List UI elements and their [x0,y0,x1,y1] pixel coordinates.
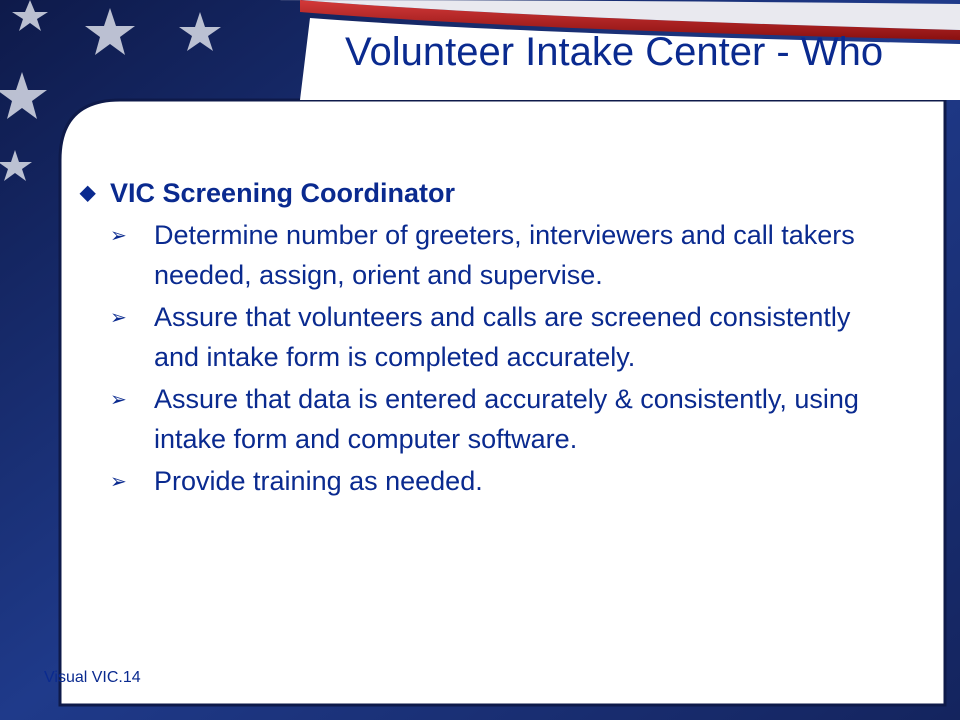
sub-bullet-text: Assure that data is entered accurately & consistently, using intake form and computer software. [154,384,859,454]
main-bullet-text: VIC Screening Coordinator [110,178,456,208]
sub-bullet-item [110,297,900,377]
arrow-bullet-icon: ➢ [110,307,127,329]
main-bullet-item [80,175,900,211]
arrow-bullet-icon: ➢ [110,389,127,411]
sub-bullet-item [110,461,900,501]
arrow-bullet-icon: ➢ [110,471,127,493]
sub-bullet-item [110,215,900,295]
diamond-bullet-icon: ◆ [80,182,96,204]
sub-bullet-list [110,215,900,501]
bullet-content [80,175,900,503]
sub-bullet-text: Assure that volunteers and calls are screened consistently and intake form is completed accurately. [154,302,851,372]
sub-bullet-item [110,379,900,459]
slide-footer: Visual VIC.14 [44,669,141,686]
slide-title: Volunteer Intake Center - Who [345,30,884,74]
arrow-bullet-icon: ➢ [110,225,127,247]
sub-bullet-text: Provide training as needed. [154,466,483,496]
sub-bullet-text: Determine number of greeters, interviewers and call takers needed, assign, orient and supervise. [154,220,855,290]
